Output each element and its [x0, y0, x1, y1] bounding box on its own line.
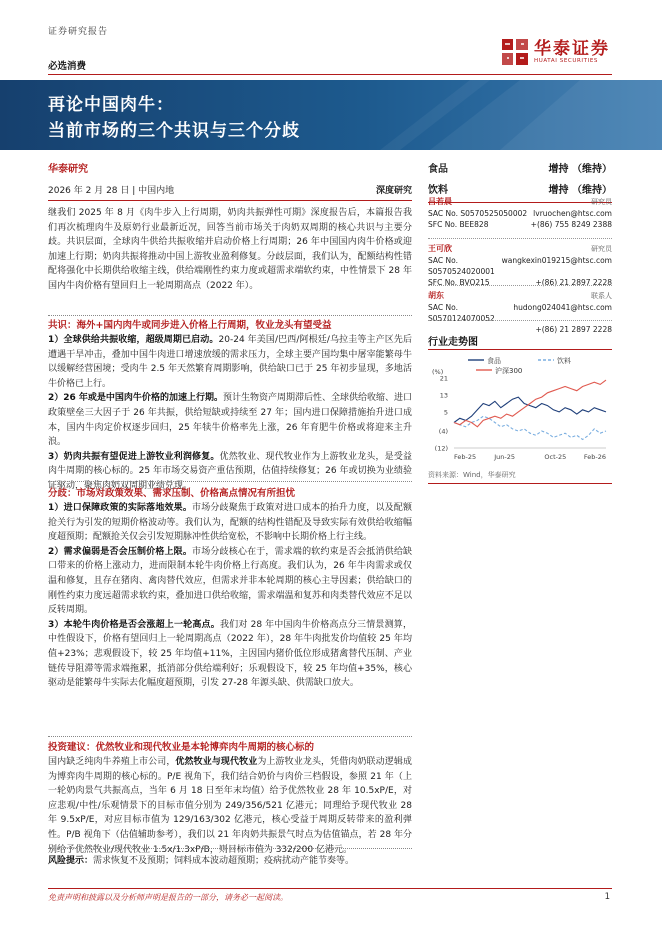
risk-label: 风险提示： — [48, 856, 94, 866]
rating-sector: 食品 — [428, 164, 448, 175]
logo-mark-icon — [502, 39, 528, 65]
analyst-sac: SAC No. S0570525050002 — [428, 209, 528, 218]
divergence-point-3: 3）本轮牛肉价格是否会涨超上一轮高点。我们对 28 年中国肉牛价格高点分三情景测算，中性假设下，价格有望回归上一轮周期高点（2022 年），28 年牛肉批发价均值较 25 年均值+23%；悲观假设下，较 25 年均值+11%，主因国内猪价低位形成猪禽替代压制、产业链传导阻滞等需求端拖累，抵消部分供给端利好；乐观假设下，较 25 年均值+35%，核心驱动是能繁母牛实际去化幅度超预期，引发 27-28 年源头缺、供需缺口放大。 — [48, 619, 412, 689]
analyst-email[interactable]: wangkexin019215@htsc.com — [501, 256, 612, 265]
x-tick-label: Oct-25 — [544, 453, 567, 461]
analyst-phone: +(86) 755 8249 2388 — [530, 220, 612, 229]
y-unit-label: (%) — [432, 368, 444, 376]
report-title-line1: 再论中国肉牛： — [48, 95, 174, 115]
risk-text: 需求恢复不及预期；饲料成本波动超预期；疫病扰动产能节奏等。 — [93, 856, 355, 866]
investment-section — [48, 740, 412, 857]
analyst-card — [428, 290, 612, 335]
analyst-role: 联系人 — [591, 292, 612, 300]
logo-en-text: HUATAI SECURITIES — [534, 58, 598, 64]
page-number: 1 — [604, 892, 610, 902]
doc-type-label: 证券研究报告 — [48, 27, 109, 37]
analyst-email[interactable]: lvruochen@htsc.com — [533, 209, 612, 218]
sector-category: 必选消费 — [48, 61, 87, 72]
rating-value: 增持 （维持） — [548, 185, 612, 196]
dateline: 2026 年 2 月 28 日 | 中国内地 深度研究 — [48, 183, 412, 201]
analyst-sac: SAC No. S0570524020001 — [428, 256, 495, 276]
section-divider — [48, 481, 412, 482]
legend-label: 食品 — [487, 357, 501, 365]
industry-trend-chart — [428, 352, 612, 470]
y-tick-label: (12) — [434, 444, 448, 453]
x-tick-label: Jun-25 — [494, 453, 516, 461]
section-divider — [48, 736, 412, 737]
intro-paragraph: 继我们 2025 年 8 月《肉牛步入上行周期，奶肉共振弹性可期》深度报告后，本篇报告我们再次梳理肉牛及原奶行业最新近况，回答当前市场关于肉奶双周期的核心共识与主要分歧。共识层面，全球肉牛供给共振收缩并启动价格上行周期；26 年中国国内肉牛价格或迎加速上行期；奶肉共振将推动中国上游牧业盈利修复。分歧层面，我们认为，配额结构性错配将强化中长期供给收缩主线，供给端刚性约束力度或超需求端软约束，中性情景下 28 年国内牛肉价格有望回归上一轮周期高点（2022 年）。 — [48, 208, 412, 291]
analyst-name: 吕若晨 — [428, 197, 452, 206]
divergence-point-2: 2）需求偏弱是否会压制价格上限。市场分歧核心在于，需求端的软约束是否会抵消供给缺口带来的价格上涨动力，进而限制本轮牛肉价格上行高度。我们认为，26 年牛肉需求或仅温和修复，且存在猪肉、禽肉替代效应，但需求并非本轮周期的核心主导因素；供给缺口的刚性约束力度远超需求软约束，叠加进口供给收缩，需求端温和复苏和肉类替代效应不足以反转周期。 — [48, 546, 412, 616]
legend-label: 饮料 — [557, 357, 571, 365]
x-tick-label: Feb-26 — [583, 453, 606, 461]
investment-heading: 投资建议：优然牧业和现代牧业是本轮博弈肉牛周期的核心标的 — [48, 742, 315, 753]
analyst-sfc: SFC No. BEE828 — [428, 220, 489, 229]
report-title-line2: 当前市场的三个共识与三个分歧 — [48, 121, 300, 141]
analyst-phone: +(86) 21 2897 2228 — [535, 278, 612, 287]
risk-warning — [48, 854, 412, 869]
trend-rule — [428, 349, 612, 350]
investment-paragraph: 国内缺乏纯肉牛养殖上市公司，优然牧业与现代牧业为上游牧业龙头，凭借肉奶联动逻辑成为博弈肉牛周期的核心标的。P/E 视角下，我们结合奶价与肉价三档假设，参照 21 年（上一轮奶肉景气共振高点，当年 6 月 18 日至年末均值）给予优然牧业 28 年 10.5xP/E，对应悲观/中性/乐观情景下的目标市值分别为 249/356/521 亿港元；同理给予现代牧业 28 年 9.5xP/E，对应目标市值为 129/163/302 亿港元，核心受益于周期反转带来的盈利弹性。P/B 视角下（估值辅助参考），我们以 21 年肉奶共振景气时点为估值锚点，若 28 年分别给予优然牧业/现代牧业 1.5x/1.3xP/B，则目标市值为 332/200 亿港元。 — [48, 757, 412, 855]
analyst-phone: +(86) 21 2897 2228 — [535, 325, 612, 334]
report-date: 2026 年 2 月 28 日 — [48, 186, 130, 196]
analyst-card — [428, 243, 612, 288]
y-tick-label: (4) — [438, 427, 448, 436]
trend-heading: 行业走势图 — [428, 337, 478, 348]
source-rule — [428, 483, 612, 484]
analyst-role: 研究员 — [591, 245, 612, 253]
header-rule — [48, 74, 612, 75]
series-line — [454, 416, 606, 439]
footer-rule — [48, 888, 612, 889]
analyst-card — [428, 196, 612, 230]
y-tick-label: 13 — [439, 391, 448, 400]
y-tick-label: 5 — [443, 408, 448, 417]
y-tick-label: 21 — [439, 374, 448, 383]
section-divider — [48, 848, 412, 849]
section-divider — [48, 315, 412, 316]
rating-row-beverage — [428, 181, 612, 196]
report-region: 中国内地 — [138, 186, 175, 196]
analyst-divider — [428, 238, 612, 239]
company-logo — [502, 39, 610, 65]
divergence-point-1: 1）进口保障政策的实际落地效果。市场分歧聚焦于政策对进口成本的抬升力度，以及配额抢关行为引发的短期价格波动等。我们认为，配额的结构性错配及导致实际有效供给收缩幅度超预期；配额抢关仅会引发短期脉冲性供给宽松，不影响中长期价格上行主线。 — [48, 503, 412, 543]
analyst-email[interactable]: hudong024041@htsc.com — [513, 303, 612, 312]
rating-sector: 饮料 — [428, 185, 448, 196]
analyst-sfc: SFC No. BVO215 — [428, 278, 490, 287]
series-line — [454, 380, 606, 427]
divergence-heading: 分歧：市场对政策效果、需求压制、价格高点情况有所担忧 — [48, 488, 296, 499]
logo-cn-text: 华泰证券 — [534, 39, 610, 59]
rating-row-food — [428, 160, 612, 175]
legend-label: 沪深300 — [495, 367, 523, 375]
x-tick-label: Feb-25 — [454, 453, 477, 461]
analyst-divider — [428, 320, 612, 321]
analyst-role: 研究员 — [591, 198, 612, 206]
analyst-sac: SAC No. S0570124070052 — [428, 303, 495, 323]
report-type: 深度研究 — [375, 186, 412, 196]
footer-disclaimer: 免责声明和披露以及分析师声明是报告的一部分，请务必一起阅读。 — [48, 893, 288, 902]
research-org: 华泰研究 — [48, 164, 88, 175]
analyst-name: 胡东 — [428, 291, 444, 300]
consensus-point-1: 1）全球供给共振收缩，超级周期已启动。20-24 年美国/巴西/阿根廷/乌拉圭等主产区先后遭遇干旱冲击，叠加中国牛肉进口增速放缓的需求压力，全球主要产国均集中屠宰能繁母牛以缓解经营困境；受肉牛 2.5 年天然繁育周期影响，供给缺口已于 25 年初步显现，多地活牛价格已上行。 — [48, 335, 412, 389]
rating-value: 增持 （维持） — [548, 164, 612, 175]
chart-source: 资料来源：Wind，华泰研究 — [428, 471, 516, 479]
analyst-divider — [428, 285, 612, 286]
analyst-name: 王可欣 — [428, 244, 452, 253]
consensus-point-3: 3）奶肉共振有望促进上游牧业利润修复。优然牧业、现代牧业作为上游牧业龙头，是受益肉牛周期的核心标的。25 年市场交易资产重估预期，估值持续修复；26 年或切换为业绩验证驱动，聚焦肉奶双周期业绩兑现。 — [48, 451, 412, 491]
consensus-heading: 共识：海外+国内肉牛或同步进入价格上行周期，牧业龙头有望受益 — [48, 320, 332, 331]
divergence-section — [48, 486, 412, 691]
series-line — [454, 397, 606, 422]
consensus-section — [48, 318, 412, 494]
meta-block — [48, 160, 412, 201]
consensus-point-2: 2）26 年或是中国肉牛价格的加速上行期。预计生物资产周期滞后性、全球供给收缩、进口政策壁垒三大因子于 26 年共振，供给短缺或持续至 27 年；国内进口保障措施抬升进口成本，国内牛肉定价权逐步回归，25 年犊牛价格率先上涨，26 年育肥牛价格或将迎来主升浪。 — [48, 393, 412, 448]
